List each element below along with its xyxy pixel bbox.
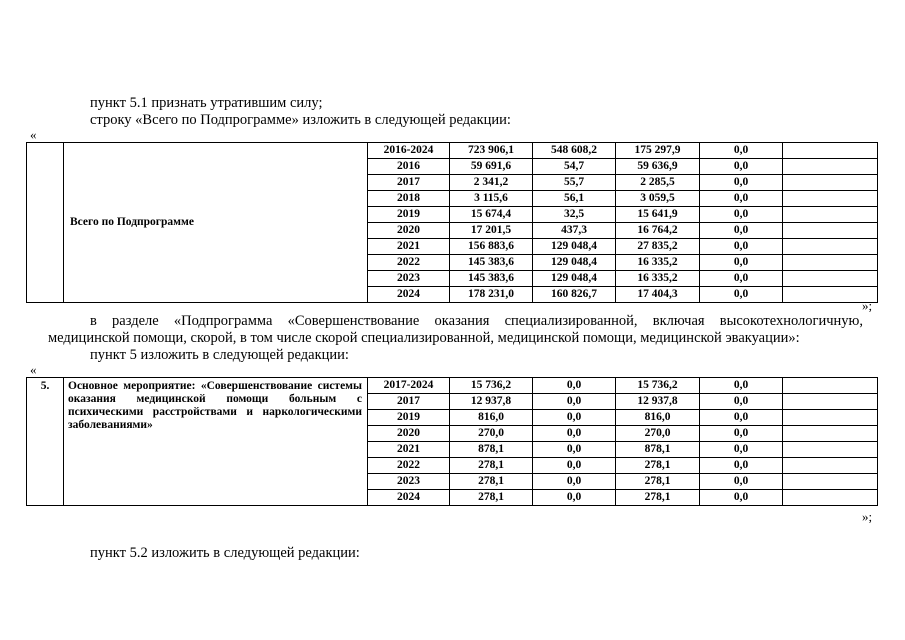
value-cell: 270,0 [450,426,533,442]
value-cell: 278,1 [616,490,700,506]
value-cell: 129 048,4 [533,239,616,255]
paragraph-section-line1: в разделе «Подпрограмма «Совершенствование оказания специализированной, включая высокотехнологичную, [90,313,863,329]
year-cell: 2023 [368,271,450,287]
empty-cell [783,410,878,426]
value-cell: 12 937,8 [616,394,700,410]
empty-cell [783,442,878,458]
value-cell: 16 335,2 [616,255,700,271]
value-cell: 278,1 [450,490,533,506]
value-cell: 178 231,0 [450,287,533,303]
open-quote-1: « [30,127,37,142]
value-cell: 0,0 [700,159,783,175]
value-cell: 0,0 [700,143,783,159]
paragraph-item-5-2-intro: пункт 5.2 изложить в следующей редакции: [90,545,360,561]
empty-cell [783,490,878,506]
empty-cell [783,207,878,223]
value-cell: 278,1 [616,458,700,474]
empty-cell [783,143,878,159]
value-cell: 0,0 [533,378,616,394]
empty-cell [783,474,878,490]
value-cell: 0,0 [700,175,783,191]
empty-cell [783,223,878,239]
year-cell: 2019 [368,410,450,426]
row-number-cell: 5. [27,378,64,506]
year-cell: 2017 [368,394,450,410]
year-cell: 2021 [368,442,450,458]
value-cell: 0,0 [533,474,616,490]
empty-cell [783,159,878,175]
value-cell: 145 383,6 [450,271,533,287]
value-cell: 15 736,2 [450,378,533,394]
value-cell: 129 048,4 [533,255,616,271]
year-cell: 2017 [368,175,450,191]
value-cell: 278,1 [450,474,533,490]
value-cell: 55,7 [533,175,616,191]
value-cell: 129 048,4 [533,271,616,287]
value-cell: 0,0 [700,490,783,506]
value-cell: 0,0 [700,394,783,410]
value-cell: 723 906,1 [450,143,533,159]
value-cell: 32,5 [533,207,616,223]
value-cell: 0,0 [700,474,783,490]
value-cell: 12 937,8 [450,394,533,410]
value-cell: 0,0 [533,394,616,410]
paragraph-total-row-intro: строку «Всего по Подпрограмме» изложить в следующей редакции: [90,112,511,128]
value-cell: 15 736,2 [616,378,700,394]
close-quote-2: »; [862,509,873,524]
year-cell: 2019 [368,207,450,223]
open-quote-2: « [30,362,37,377]
value-cell: 0,0 [533,442,616,458]
value-cell: 16 335,2 [616,271,700,287]
year-cell: 2023 [368,474,450,490]
value-cell: 156 883,6 [450,239,533,255]
value-cell: 0,0 [700,458,783,474]
empty-cell [783,175,878,191]
empty-cell [783,191,878,207]
main-activity-table [26,377,878,506]
value-cell: 145 383,6 [450,255,533,271]
row-label-cell: Основное мероприятие: «Совершенствование системы оказания медицинской помощи больным с психическими расстройствами и наркологическими заболеваниями» [64,378,368,506]
empty-cell [783,426,878,442]
value-cell: 2 341,2 [450,175,533,191]
empty-cell [783,271,878,287]
value-cell: 0,0 [533,490,616,506]
value-cell: 17 201,5 [450,223,533,239]
value-cell: 437,3 [533,223,616,239]
year-cell: 2024 [368,490,450,506]
value-cell: 0,0 [700,442,783,458]
close-quote-1: »; [862,298,873,313]
value-cell: 15 641,9 [616,207,700,223]
year-cell: 2020 [368,426,450,442]
value-cell: 15 674,4 [450,207,533,223]
value-cell: 27 835,2 [616,239,700,255]
value-cell: 0,0 [700,271,783,287]
paragraph-item-5-intro: пункт 5 изложить в следующей редакции: [90,347,349,363]
year-cell: 2022 [368,458,450,474]
empty-cell [783,394,878,410]
empty-cell [783,239,878,255]
value-cell: 0,0 [700,426,783,442]
year-cell: 2018 [368,191,450,207]
empty-cell [783,378,878,394]
value-cell: 175 297,9 [616,143,700,159]
paragraph-item-5-1: пункт 5.1 признать утратившим силу; [90,95,323,111]
row-label-cell: Всего по Подпрограмме [64,143,368,303]
value-cell: 54,7 [533,159,616,175]
table-row [27,378,878,394]
value-cell: 0,0 [700,239,783,255]
value-cell: 3 115,6 [450,191,533,207]
value-cell: 878,1 [616,442,700,458]
empty-cell [783,255,878,271]
value-cell: 16 764,2 [616,223,700,239]
value-cell: 160 826,7 [533,287,616,303]
subprogram-total-table [26,142,878,303]
value-cell: 270,0 [616,426,700,442]
value-cell: 0,0 [533,458,616,474]
year-cell: 2020 [368,223,450,239]
value-cell: 56,1 [533,191,616,207]
year-cell: 2016 [368,159,450,175]
year-cell: 2016-2024 [368,143,450,159]
year-cell: 2024 [368,287,450,303]
value-cell: 0,0 [533,410,616,426]
year-cell: 2021 [368,239,450,255]
value-cell: 548 608,2 [533,143,616,159]
value-cell: 878,1 [450,442,533,458]
value-cell: 2 285,5 [616,175,700,191]
value-cell: 816,0 [450,410,533,426]
value-cell: 0,0 [700,378,783,394]
value-cell: 0,0 [700,410,783,426]
value-cell: 59 636,9 [616,159,700,175]
value-cell: 278,1 [450,458,533,474]
value-cell: 0,0 [700,223,783,239]
row-number-cell [27,143,64,303]
value-cell: 0,0 [700,191,783,207]
value-cell: 0,0 [700,287,783,303]
year-cell: 2022 [368,255,450,271]
year-cell: 2017-2024 [368,378,450,394]
value-cell: 17 404,3 [616,287,700,303]
empty-cell [783,458,878,474]
value-cell: 278,1 [616,474,700,490]
paragraph-section-line2: медицинской помощи, скорой, в том числе скорой специализированной, медицинской помощи, медицинской эвакуации»: [48,330,800,346]
value-cell: 0,0 [700,255,783,271]
table-row [27,143,878,159]
value-cell: 0,0 [700,207,783,223]
value-cell: 59 691,6 [450,159,533,175]
value-cell: 0,0 [533,426,616,442]
value-cell: 3 059,5 [616,191,700,207]
value-cell: 816,0 [616,410,700,426]
